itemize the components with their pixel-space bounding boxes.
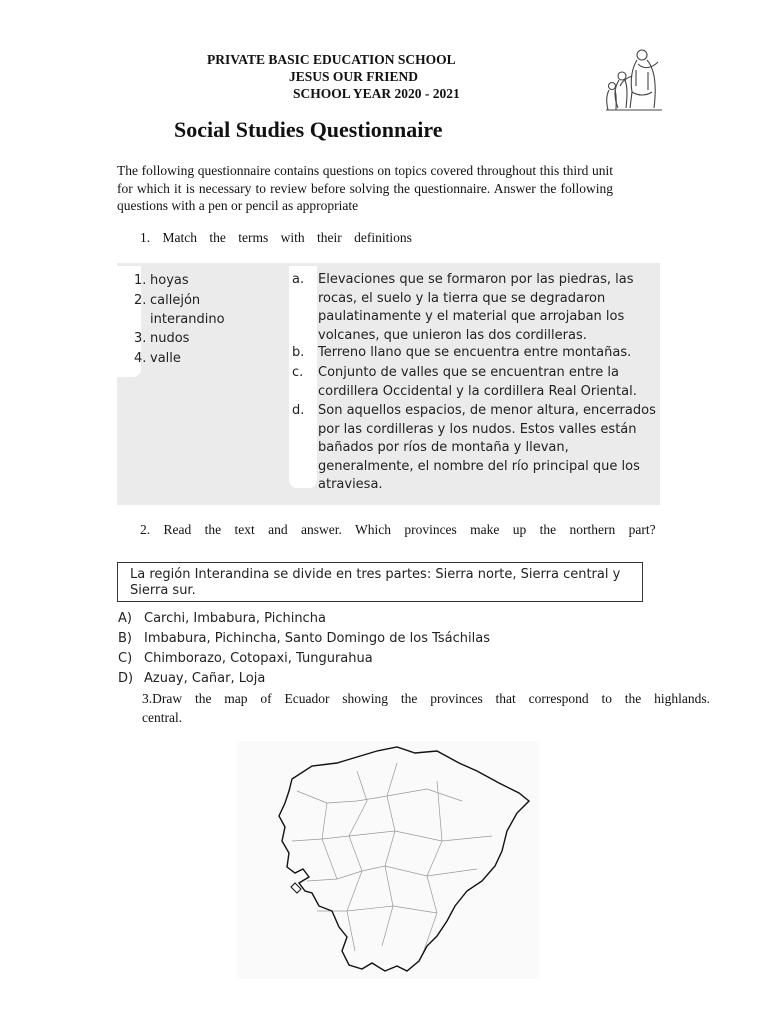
school-name-line1: PRIVATE BASIC EDUCATION SCHOOL (207, 52, 456, 67)
term-item: 1. hoyas (134, 273, 189, 288)
school-year: SCHOOL YEAR 2020 - 2021 (293, 86, 460, 101)
question-3-label: 3.Draw the map of Ecuador showing the provinces that correspond to the highlands. central. (142, 691, 710, 725)
matching-table (117, 263, 660, 505)
answer-option: C) Chimborazo, Cotopaxi, Tungurahua (118, 651, 373, 666)
jesus-with-children-icon (602, 46, 668, 118)
definition-item: d. Son aquellos espacios, de menor altura, encerrados por las cordilleras y los nudos. Estos valles están bañados por ríos de montaña y llevan, generalmente, el nombre del río principal que los atraviesa. (292, 403, 656, 492)
question-2-label: 2. Read the text and answer. Which provinces make up the northern part? (140, 522, 656, 537)
term-item: 3. nudos (134, 331, 190, 346)
term-item: 4. valle (134, 351, 181, 366)
reading-passage-box: La región Interandina se divide en tres partes: Sierra norte, Sierra central y Sierra sur. (117, 562, 643, 602)
definition-item: b. Terreno llano que se encuentra entre montañas. (292, 345, 632, 360)
question-1-label: 1. Match the terms with their definitions (140, 230, 412, 245)
term-item: interandino (150, 312, 225, 327)
school-name-line2: JESUS OUR FRIEND (289, 69, 419, 84)
intro-paragraph: The following questionnaire contains questions on topics covered throughout this third unit for which it is necessary to review before solving the questionnaire. Answer the following questions with a pen or pencil as appropriate (117, 163, 613, 213)
answer-option: B) Imbabura, Pichincha, Santo Domingo de los Tsáchilas (118, 631, 490, 646)
answer-option: A) Carchi, Imbabura, Pichincha (118, 611, 326, 626)
definition-item: c. Conjunto de valles que se encuentran entre la cordillera Occidental y la cordillera Real Oriental. (292, 365, 637, 399)
definition-item: a. Elevaciones que se formaron por las piedras, las rocas, el suelo y la tierra que se degradaron paulatinamente y el material que arrojaban los volcanes, que unieron las dos cordilleras. (292, 272, 634, 343)
answer-option: D) Azuay, Cañar, Loja (118, 671, 266, 686)
ecuador-provinces-map-icon (237, 741, 539, 979)
term-item: 2. callejón (134, 293, 201, 308)
page-title: Social Studies Questionnaire (174, 117, 443, 142)
